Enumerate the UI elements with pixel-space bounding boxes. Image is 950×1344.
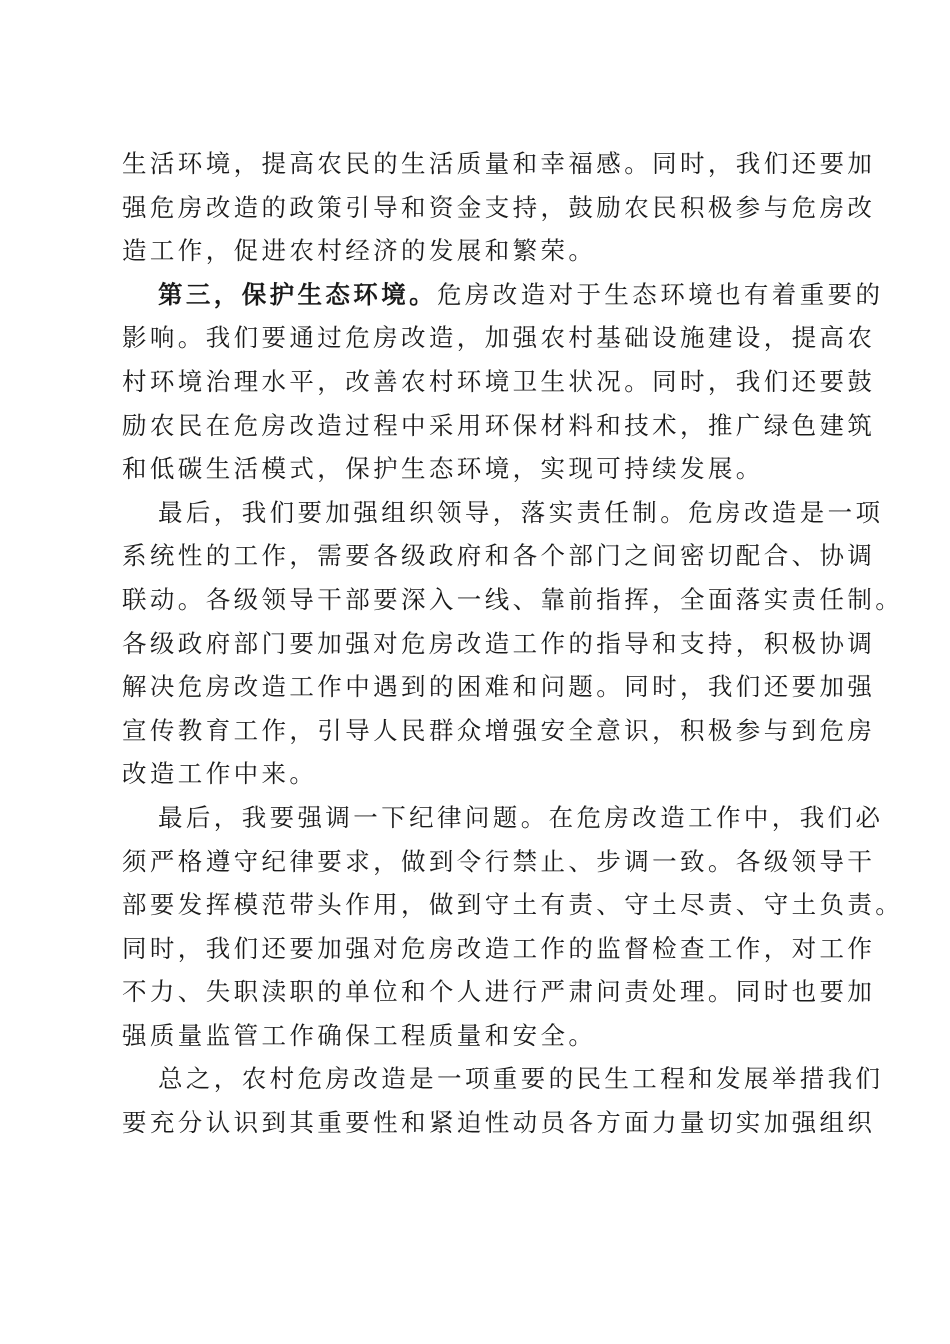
text-line: 不力、失职渎职的单位和个人进行严肃问责处理。同时也要加 — [122, 977, 876, 1007]
paragraph — [122, 273, 884, 491]
text-line: 最后，我要强调一下纪律问题。在危房改造工作中，我们必 — [158, 802, 884, 832]
text-line: 部要发挥模范带头作用，做到守土有责、守土尽责、守土负责。 — [122, 890, 904, 920]
text-line: 宣传教育工作，引导人民群众增强安全意识，积极参与到危房 — [122, 715, 876, 745]
text-line: 和低碳生活模式，保护生态环境，实现可持续发展。 — [122, 454, 764, 484]
text-line: 造工作，促进农村经济的发展和繁荣。 — [122, 236, 597, 266]
text-span: 危房改造对于生态环境也有着重要的 — [437, 279, 884, 309]
text-line: 总之，农村危房改造是一项重要的民生工程和发展举措我们 — [158, 1064, 884, 1094]
paragraph — [122, 142, 876, 273]
text-line: 各级政府部门要加强对危房改造工作的指导和支持，积极协调 — [122, 628, 876, 658]
text-line: 村环境治理水平，改善农村环境卫生状况。同时，我们还要鼓 — [122, 366, 876, 396]
text-line: 联动。各级领导干部要深入一线、靠前指挥，全面落实责任制。 — [122, 584, 904, 614]
text-line: 同时，我们还要加强对危房改造工作的监督检查工作，对工作 — [122, 933, 876, 963]
text-line: 强危房改造的政策引导和资金支持，鼓励农民积极参与危房改 — [122, 192, 876, 222]
paragraph — [122, 1057, 884, 1144]
text-line — [122, 273, 884, 317]
text-line: 强质量监管工作确保工程质量和安全。 — [122, 1020, 597, 1050]
document-body — [122, 142, 904, 1145]
text-line: 影响。我们要通过危房改造，加强农村基础设施建设，提高农 — [122, 323, 876, 353]
paragraph-heading: 第三，保护生态环境。 — [158, 279, 437, 309]
text-line: 励农民在危房改造过程中采用环保材料和技术，推广绿色建筑 — [122, 410, 876, 440]
text-line: 最后，我们要加强组织领导，落实责任制。危房改造是一项 — [158, 497, 884, 527]
text-line: 要充分认识到其重要性和紧迫性动员各方面力量切实加强组织 — [122, 1108, 876, 1138]
text-line: 系统性的工作，需要各级政府和各个部门之间密切配合、协调 — [122, 541, 876, 571]
text-line: 解决危房改造工作中遇到的困难和问题。同时，我们还要加强 — [122, 672, 876, 702]
paragraph — [122, 491, 904, 796]
text-line: 须严格遵守纪律要求，做到令行禁止、步调一致。各级领导干 — [122, 846, 876, 876]
text-line: 生活环境，提高农民的生活质量和幸福感。同时，我们还要加 — [122, 149, 876, 178]
paragraph — [122, 796, 904, 1058]
text-line: 改造工作中来。 — [122, 759, 318, 789]
